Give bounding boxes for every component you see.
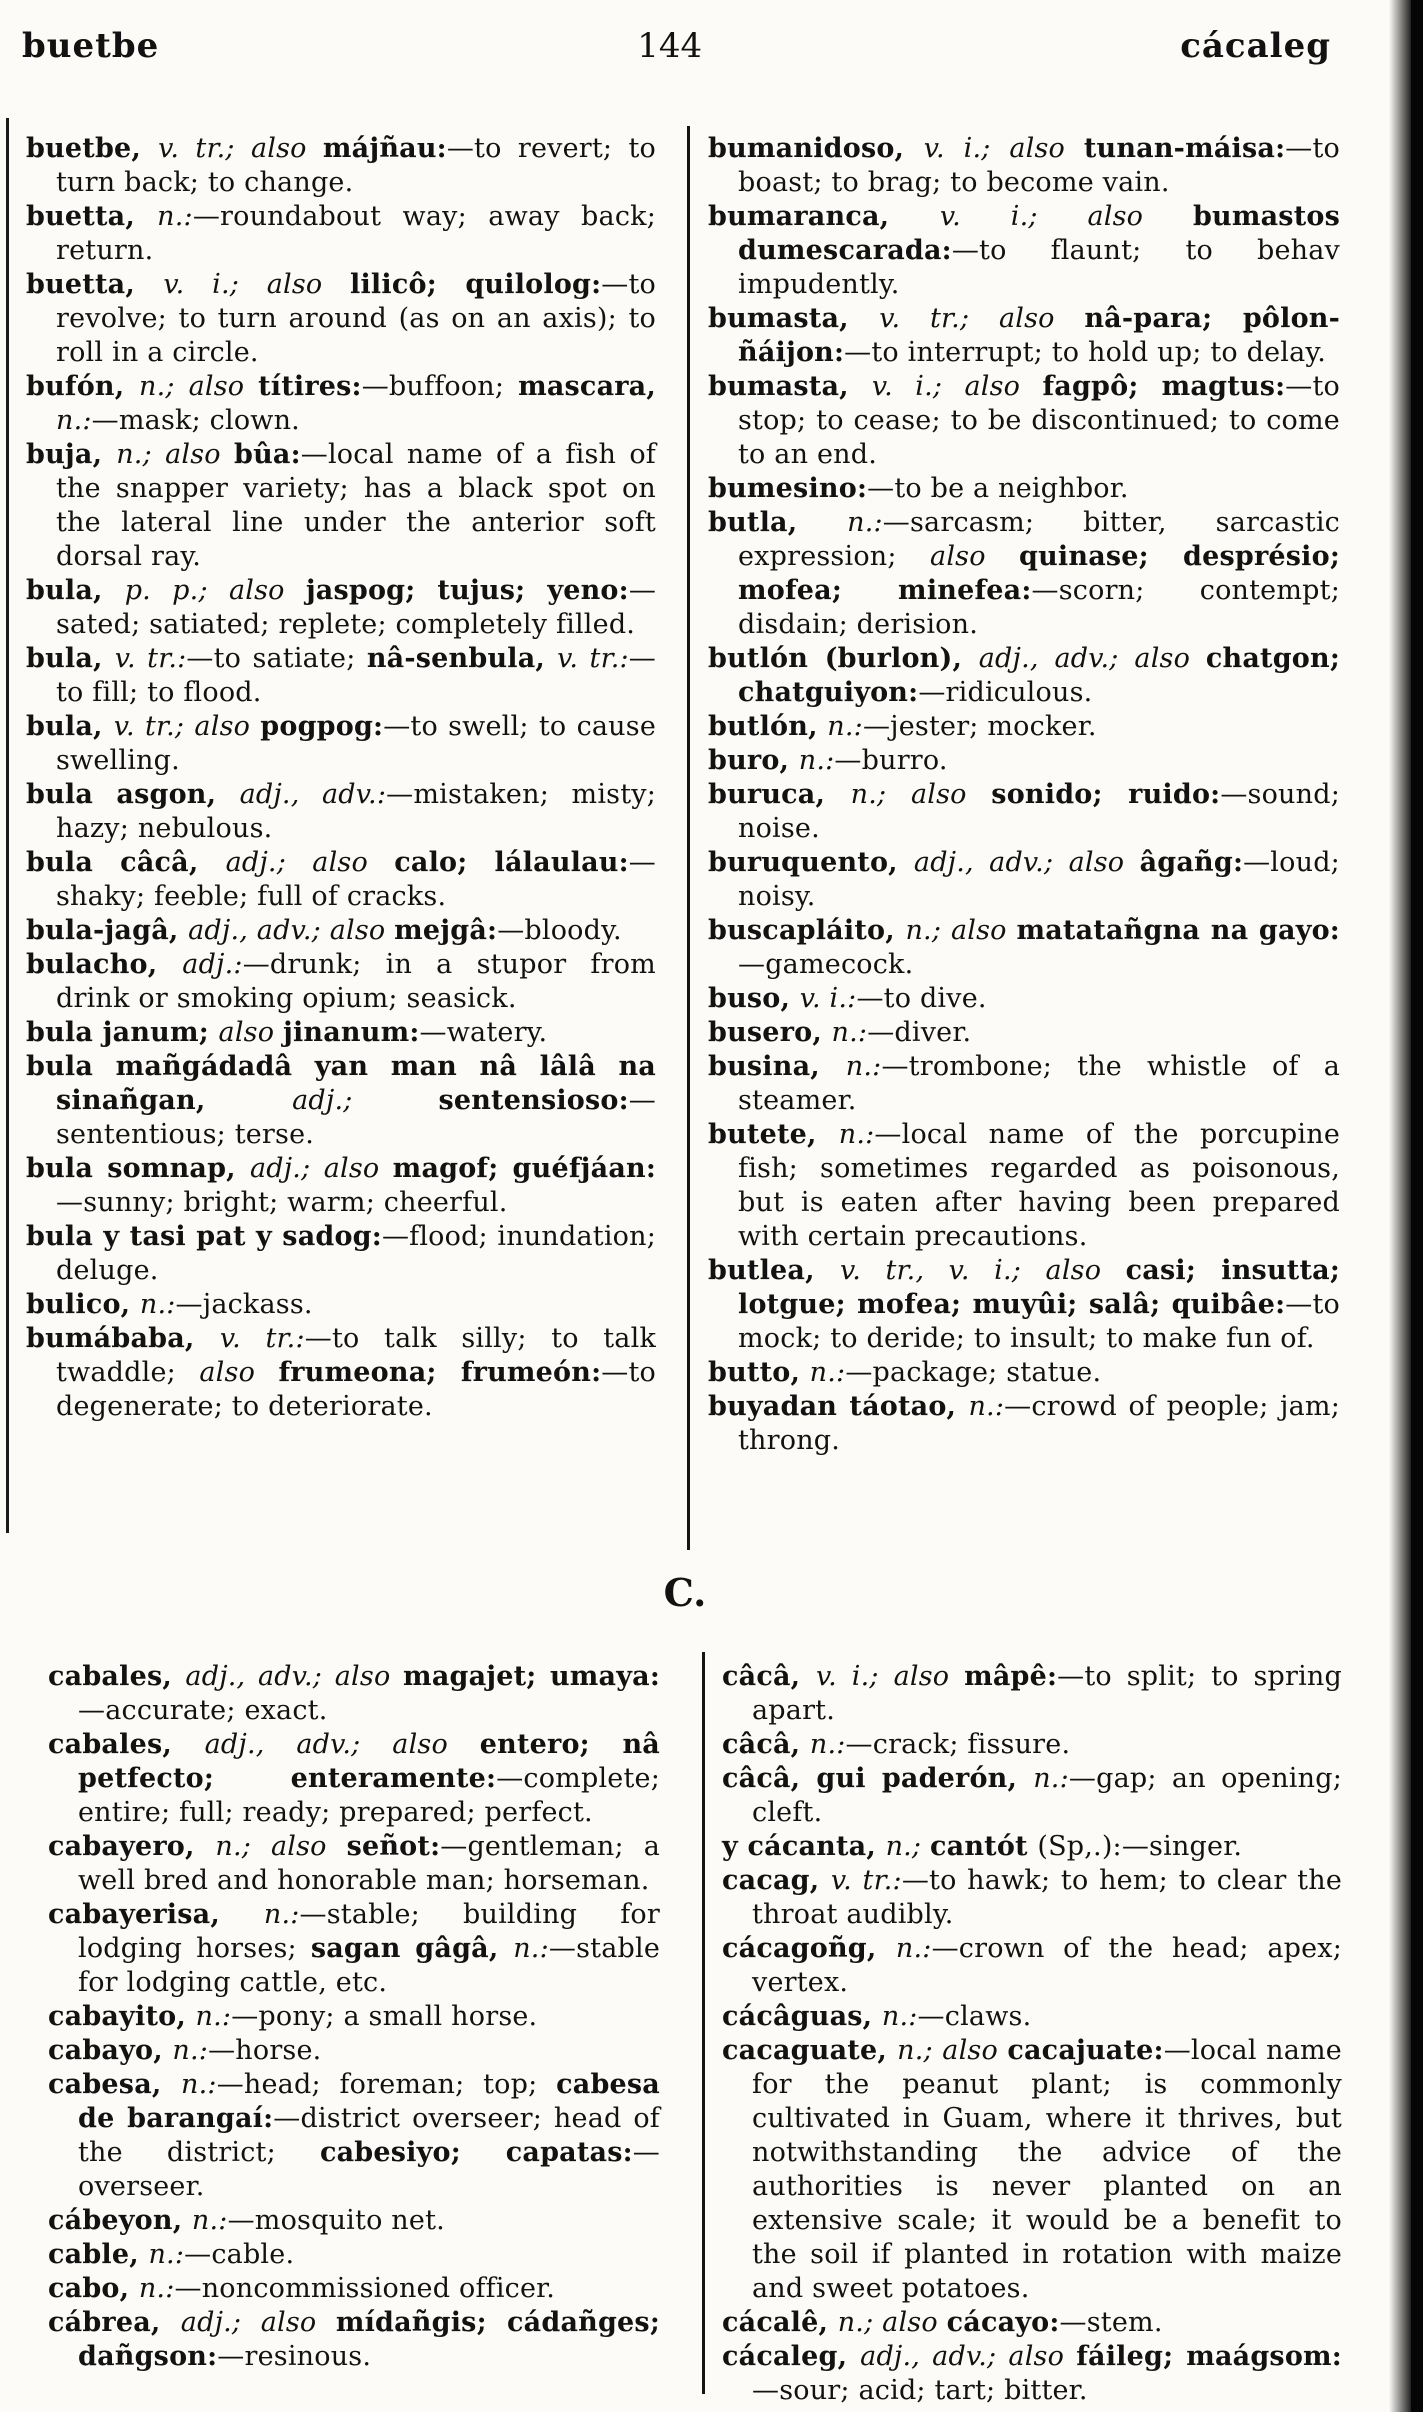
entry-term: cacaguate, [722,2035,898,2066]
dictionary-entry [708,846,1340,914]
entry-term: cácalê, [722,2307,838,2338]
entry-grammar-tag: n.: [1033,1763,1069,1794]
dictionary-entry [48,2000,660,2034]
entry-definition: —diver. [867,1017,972,1048]
dictionary-entry [722,1728,1342,1762]
entry-definition: —sarcasm; bitter, sarcastic expression; [738,507,1340,572]
entry-definition: —flood; inundation; deluge. [56,1221,657,1286]
entry-grammar-tag: adj., adv.: [239,779,387,810]
section-title: C. [663,1570,707,1615]
entry-definition: —to fill; to flood. [56,643,656,708]
entry-grammar-tag: adj., adv.; also [204,1729,480,1760]
entry-definition: —to degenerate; to deteriorate. [56,1357,656,1422]
dictionary-entry [26,370,656,438]
entry-term: butete, [708,1119,839,1150]
entry-term: sonido; ruido: [991,779,1221,810]
entry-term: cabales, [48,1729,205,1760]
dictionary-entry [722,1830,1342,1864]
entry-term: bula-jagâ, [26,915,189,946]
dictionary-entry [708,744,1340,778]
entry-term: butlea, [708,1255,840,1286]
entry-term: bula somnap, [26,1153,250,1184]
entry-term: bumaranca, [708,201,940,232]
entry-term: nâ-senbula, [366,643,558,674]
entry-definition: —to be a neighbor. [867,473,1129,504]
dictionary-entry [708,506,1340,642]
entry-grammar-tag: n.: [968,1391,1005,1422]
entry-grammar-tag: v. tr.: [114,643,187,674]
entry-grammar-tag: n.: [263,1899,300,1930]
entry-definition: —local name for the peanut plant; is commonly cultivated in Guam, where it thrives, but notwithstanding the advice of the authorities is never planted on an extensive scale; it would be a benefit to the soil if planted in rotation with maize and sweet potatoes. [752,2035,1342,2304]
dictionary-entry [26,914,656,948]
entry-grammar-tag: v. i.; also [871,371,1043,402]
entry-grammar-tag: n.: [847,507,883,538]
entry-definition: —to flaunt; to behav impudently. [738,235,1340,300]
entry-term: buetbe, [26,133,159,164]
entry-term: mejgâ: [394,915,498,946]
entry-grammar-tag: n.; [885,1831,931,1862]
running-header [22,26,1331,66]
entry-definition: —buffoon; [361,371,519,402]
entry-grammar-tag: v. tr.: [830,1865,902,1896]
entry-term: bufón, [26,371,140,402]
entry-grammar-tag: n.: [56,405,92,436]
entry-grammar-tag: v. tr.; also [113,711,261,742]
entry-grammar-tag: v. i.; also [939,201,1193,232]
dictionary-entry [708,132,1340,200]
dictionary-entry [26,710,656,778]
dictionary-entry [26,268,656,370]
dictionary-entry [48,1898,660,2000]
dictionary-entry [708,1254,1340,1356]
dictionary-entry [708,642,1340,710]
dictionary-entry [26,1322,656,1424]
entry-definition: —sour; acid; tart; bitter. [752,2375,1088,2406]
entry-term: bumanidoso, [708,133,924,164]
entry-definition: —sententious; terse. [56,1085,656,1150]
entry-term: fáileg; maágsom: [1076,2341,1342,2372]
entry-term: bula, [26,643,115,674]
dictionary-entry [722,1660,1342,1728]
entry-definition: —to revert; to turn back; to change. [56,133,656,198]
entry-definition: —mosquito net. [227,2205,445,2236]
entry-term: matatañgna na gayo: [1016,915,1340,946]
entry-definition: —ridiculous. [918,677,1093,708]
entry-term: pogpog: [260,711,384,742]
entry-term: señot: [346,1831,441,1862]
entry-grammar-tag: v. tr.; also [879,303,1085,334]
entry-term: sagan gâgâ, [310,1933,514,1964]
dictionary-entry [708,1356,1340,1390]
dictionary-entry [26,1152,656,1220]
entry-term: bumesino: [708,473,868,504]
dictionary-entry [26,438,656,574]
dictionary-entry [48,1728,660,1830]
dictionary-entry [708,1016,1340,1050]
dictionary-entry [708,472,1340,506]
entry-definition: —cable. [184,2239,295,2270]
entry-grammar-tag: n.: [513,1933,549,1964]
entry-term: mâpê: [964,1661,1058,1692]
entry-grammar-tag: also [930,541,1020,572]
dictionary-entry [48,1660,660,1728]
entry-term: magof; guéfjáan: [392,1153,657,1184]
column-divider-c [702,1652,705,2394]
entry-definition: —bloody. [497,915,622,946]
entry-grammar-tag: n.: [827,711,863,742]
entry-grammar-tag: n.: [809,1729,846,1760]
entry-term: câcâ, [722,1661,816,1692]
entry-definition: —local name of a fish of the snapper variety; has a black spot on the lateral line under the anterior soft dorsal ray. [56,439,656,572]
entry-term: nâ-para; pôlon-ñáijon: [738,303,1341,368]
dictionary-entry [26,846,656,914]
entry-term: lilicô; quilolog: [350,269,602,300]
dictionary-entry [708,778,1340,846]
dictionary-entry [48,1830,660,1898]
section-c-right-column [722,1660,1342,2408]
entry-definition: —jester; mocker. [862,711,1097,742]
entry-term: bula câcâ, [26,847,226,878]
entry-term: butlón, [708,711,828,742]
entry-definition: —to mock; to deride; to insult; to make fun of. [738,1289,1340,1354]
entry-term: buja, [26,439,117,470]
section-b-right-column [708,132,1340,1458]
dictionary-entry [708,1050,1340,1118]
entry-definition: —drunk; in a stupor from drink or smoking opium; seasick. [56,949,656,1014]
entry-term: bumasta, [708,303,880,334]
entry-term: buetta, [26,269,164,300]
entry-grammar-tag: n.; also [897,2035,1008,2066]
entry-definition: —stem. [1059,2307,1163,2338]
entry-term: buscapláito, [708,915,906,946]
section-b-left-column [26,132,656,1424]
scan-edge-band [1389,0,1423,2412]
entry-definition: —gap; an opening; cleft. [752,1763,1343,1828]
dictionary-entry [708,710,1340,744]
entry-term: májñau: [322,133,447,164]
entry-grammar-tag: adj.: [182,949,243,980]
entry-term: calo; lálaulau: [394,847,629,878]
dictionary-entry [708,370,1340,472]
entry-term: cabayo, [48,2035,173,2066]
dictionary-entry [722,2000,1342,2034]
entry-definition: —pony; a small horse. [231,2001,538,2032]
entry-term: busina, [708,1051,846,1082]
entry-term: buyadan táotao, [708,1391,969,1422]
entry-definition: —stable; building for lodging horses; [78,1899,660,1964]
entry-definition: —to stop; to cease; to be discontinued; to come to an end. [738,371,1340,470]
entry-definition: —local name of the porcupine fish; sometimes regarded as poisonous, but is eaten after having been prepared with certain precautions. [738,1119,1340,1252]
entry-term: jinanum: [282,1017,420,1048]
entry-term: buruquento, [708,847,914,878]
entry-term: bula mañgádadâ yan man nâ lâlâ na sinañgan, [26,1051,656,1116]
entry-term: butlón (burlon), [708,643,979,674]
entry-definition: —district overseer; head of the district; [78,2103,660,2168]
entry-term: cabo, [48,2273,139,2304]
entry-term: frumeona; frumeón: [278,1357,602,1388]
entry-grammar-tag: adj., adv.; also [860,2341,1077,2372]
entry-definition: —complete; entire; full; ready; prepared; perfect. [78,1763,660,1828]
entry-term: cácâguas, [722,2001,882,2032]
entry-definition: —accurate; exact. [78,1695,328,1726]
entry-term: butla, [708,507,848,538]
entry-grammar-tag: n.: [798,745,835,776]
entry-grammar-tag: n.: [148,2239,185,2270]
entry-definition: (Sp,.):—singer. [1037,1831,1243,1862]
entry-term: bumábaba, [26,1323,220,1354]
entry-term: sentensioso: [438,1085,629,1116]
entry-grammar-tag: adj., adv.; also [185,1661,404,1692]
entry-definition: —stable for lodging cattle, etc. [78,1933,660,1998]
dictionary-entry [722,2340,1342,2408]
entry-definition: —watery. [419,1017,548,1048]
entry-term: câcâ, [722,1729,810,1760]
entry-term: magajet; umaya: [403,1661,660,1692]
entry-grammar-tag: n.: [195,2001,232,2032]
header-last-word: cácaleg [1180,26,1331,66]
entry-grammar-tag: adj., adv.; also [188,915,395,946]
entry-grammar-tag: n.: [139,1289,176,1320]
entry-grammar-tag: adj.; also [180,2307,336,2338]
entry-term: cabayerisa, [48,1899,264,1930]
entry-grammar-tag: v. tr.: [219,1323,305,1354]
entry-term: cabesa de barangaí: [78,2069,660,2134]
dictionary-entry [48,2034,660,2068]
entry-definition: —crown of the head; apex; vertex. [752,1933,1342,1998]
entry-term: bula, [26,575,125,606]
dictionary-entry [26,132,656,200]
entry-term: buruca, [708,779,851,810]
entry-definition: —crowd of people; jam; throng. [738,1391,1340,1456]
dictionary-entry [26,1016,656,1050]
entry-grammar-tag: n.; also [139,371,259,402]
entry-grammar-tag: n.: [138,2273,175,2304]
entry-term: cácayo: [946,2307,1060,2338]
entry-term: buro, [708,745,799,776]
dictionary-entry [26,642,656,710]
entry-grammar-tag: adj.; [292,1085,439,1116]
dictionary-entry [26,574,656,642]
entry-definition: —to dive. [856,983,987,1014]
dictionary-entry [722,2306,1342,2340]
dictionary-entry [48,2068,660,2204]
entry-term: jaspog; tujus; yeno: [305,575,629,606]
entry-grammar-tag: adj., adv.; also [978,643,1206,674]
entry-term: câcâ, gui paderón, [722,1763,1034,1794]
dictionary-entry [26,948,656,1016]
dictionary-entry [48,2272,660,2306]
entry-definition: —shaky; feeble; full of cracks. [56,847,656,912]
entry-definition: —to revolve; to turn around (as on an axis); to roll in a circle. [56,269,657,368]
entry-term: cabayito, [48,2001,196,2032]
entry-term: cabesiyo; capatas: [319,2137,633,2168]
dictionary-entry [26,1288,656,1322]
column-divider-b [687,126,690,1550]
entry-grammar-tag: p. p.; also [124,575,306,606]
entry-definition: —gentleman; a well bred and honorable man; horseman. [78,1831,660,1896]
entry-term: cabesa, [48,2069,182,2100]
entry-term: tunan-máisa: [1083,133,1286,164]
entry-term: cabayero, [48,1831,216,1862]
entry-grammar-tag: n.; also [850,779,992,810]
entry-term: cácagoñg, [722,1933,896,1964]
entry-term: bula asgon, [26,779,240,810]
entry-definition: —trombone; the whistle of a steamer. [738,1051,1340,1116]
entry-grammar-tag: v. i.; also [163,269,351,300]
entry-term: entero; nâ petfecto; enteramente: [78,1729,660,1794]
entry-definition: —overseer. [78,2137,660,2202]
section-c-left-column [48,1660,660,2374]
entry-term: bumasta, [708,371,872,402]
entry-term: cable, [48,2239,149,2270]
entry-term: cábeyon, [48,2205,192,2236]
entry-term: bulico, [26,1289,140,1320]
entry-definition: —to swell; to cause swelling. [56,711,657,776]
entry-definition: —mistaken; misty; hazy; nebulous. [56,779,657,844]
entry-grammar-tag: v. i.; also [815,1661,965,1692]
entry-definition: —sound; noise. [738,779,1340,844]
entry-grammar-tag: n.: [181,2069,217,2100]
dictionary-entry [708,302,1340,370]
entry-definition: —horse. [208,2035,322,2066]
entry-grammar-tag: n.; also [837,2307,947,2338]
entry-grammar-tag: v. i.; also [923,133,1084,164]
entry-definition: —noncommissioned officer. [174,2273,556,2304]
entry-definition: —loud; noisy. [738,847,1340,912]
entry-term: bula y tasi pat y sadog: [26,1221,382,1252]
dictionary-entry [722,2034,1342,2306]
entry-grammar-tag: n.: [831,1017,868,1048]
page-number: 144 [637,26,703,66]
entry-grammar-tag: also [199,1357,279,1388]
dictionary-entry [722,1762,1342,1830]
entry-definition: —scorn; contempt; disdain; derision. [738,575,1340,640]
entry-term: bula janum; [26,1017,219,1048]
entry-grammar-tag: v. tr.: [557,643,629,674]
entry-term: cacag, [722,1865,831,1896]
entry-term: cábrea, [48,2307,181,2338]
entry-definition: —sunny; bright; warm; cheerful. [56,1187,508,1218]
entry-definition: —to satiate; [186,643,367,674]
dictionary-entry [26,200,656,268]
entry-term: casi; insutta; lotgue; mofea; muyûi; salâ; quibâe: [738,1255,1340,1320]
entry-grammar-tag: n.; also [215,1831,347,1862]
entry-grammar-tag: n.; also [116,439,234,470]
entry-grammar-tag: v. i.: [799,983,857,1014]
dictionary-entry [26,778,656,846]
dictionary-entry [708,200,1340,302]
dictionary-entry [48,2306,660,2374]
entry-grammar-tag: n.: [845,1051,882,1082]
entry-term: mídañgis; cádañges; dañgson: [78,2307,660,2372]
entry-term: bumastos dumescarada: [738,201,1340,266]
entry-definition: —to talk silly; to talk twaddle; [56,1323,656,1388]
scan-gutter-line [6,118,9,1533]
entry-term: buso, [708,983,800,1014]
entry-definition: —to interrupt; to hold up; to delay. [844,337,1327,368]
entry-grammar-tag: n.: [157,201,193,232]
entry-term: bula, [26,711,114,742]
dictionary-entry [722,1864,1342,1932]
entry-definition: —crack; fissure. [845,1729,1071,1760]
entry-grammar-tag: adj.; also [225,847,395,878]
entry-term: chatgon; chatguiyon: [738,643,1340,708]
entry-definition: —resinous. [217,2341,372,2372]
entry-term: fagpô; magtus: [1042,371,1286,402]
entry-definition: —claws. [917,2001,1032,2032]
entry-term: y cácanta, [722,1831,886,1862]
entry-term: bûa: [233,439,301,470]
entry-grammar-tag: n.; also [905,915,1017,946]
entry-term: mascara, [518,371,656,402]
entry-grammar-tag: adj., adv.; also [913,847,1140,878]
entry-definition: —roundabout way; away back; return. [56,201,657,266]
entry-term: cantót [930,1831,1038,1862]
entry-term: cácaleg, [722,2341,861,2372]
dictionary-entry [26,1220,656,1288]
entry-term: buetta, [26,201,158,232]
entry-term: cabales, [48,1661,186,1692]
entry-definition: —jackass. [175,1289,313,1320]
entry-grammar-tag: n.: [895,1933,932,1964]
entry-definition: —sated; satiated; replete; completely filled. [56,575,657,640]
dictionary-entry [48,2204,660,2238]
dictionary-entry [26,1050,656,1152]
dictionary-entry [708,982,1340,1016]
entry-grammar-tag: n.: [809,1357,846,1388]
entry-definition: —mask; clown. [91,405,300,436]
entry-term: títires: [258,371,362,402]
entry-grammar-tag: n.: [881,2001,918,2032]
dictionary-entry [48,2238,660,2272]
header-first-word: buetbe [22,26,160,66]
entry-grammar-tag: n.: [191,2205,228,2236]
entry-term: busero, [708,1017,832,1048]
entry-term: butto, [708,1357,810,1388]
dictionary-entry [722,1932,1342,2000]
dictionary-entry [708,914,1340,982]
dictionary-entry [708,1118,1340,1254]
entry-term: âgañg: [1139,847,1244,878]
entry-definition: —gamecock. [738,949,914,980]
entry-term: bulacho, [26,949,183,980]
dictionary-entry [708,1390,1340,1458]
entry-grammar-tag: v. tr., v. i.; also [839,1255,1126,1286]
entry-definition: —to boast; to brag; to become vain. [738,133,1340,198]
entry-definition: —to split; to spring apart. [752,1661,1343,1726]
entry-grammar-tag: n.: [172,2035,209,2066]
entry-grammar-tag: adj.; also [249,1153,393,1184]
entry-term: cacajuate: [1007,2035,1164,2066]
entry-definition: —burro. [834,745,948,776]
entry-definition: —to hawk; to hem; to clear the throat audibly. [752,1865,1342,1930]
entry-grammar-tag: n.: [838,1119,875,1150]
entry-definition: —package; statue. [845,1357,1102,1388]
entry-grammar-tag: v. tr.; also [158,133,323,164]
entry-term: quinase; desprésio; mofea; minefea: [738,541,1340,606]
entry-definition: —head; foreman; top; [216,2069,557,2100]
entry-grammar-tag: also [218,1017,283,1048]
